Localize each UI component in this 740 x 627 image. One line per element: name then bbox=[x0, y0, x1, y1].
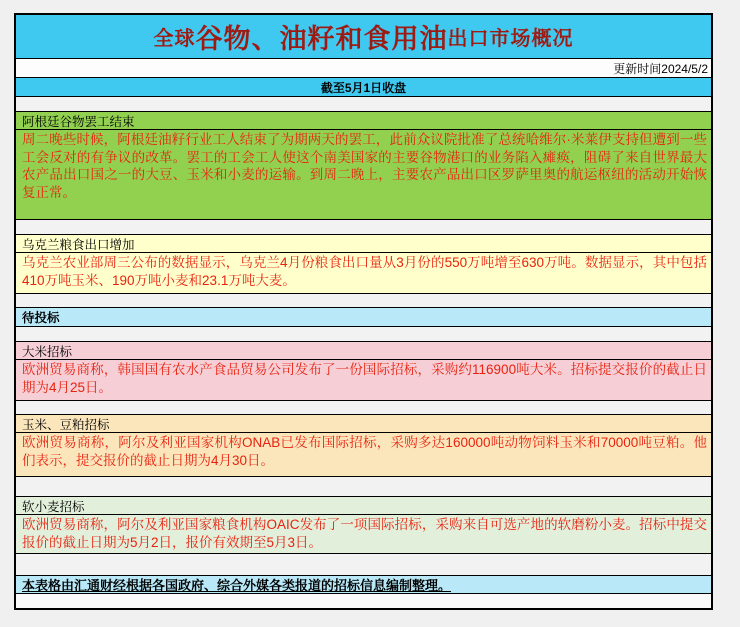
update-time-row bbox=[16, 59, 711, 78]
market-overview-table bbox=[14, 13, 713, 610]
spacer-row bbox=[16, 97, 711, 111]
spacer-row bbox=[16, 294, 711, 307]
section-header bbox=[16, 235, 711, 253]
section-header-label: 大米招标 bbox=[22, 344, 73, 359]
section-header-label: 软小麦招标 bbox=[22, 499, 85, 514]
section-header bbox=[16, 342, 711, 360]
update-time: 更新时间2024/5/2 bbox=[613, 61, 708, 76]
section-body-text: 欧洲贸易商称，阿尔及利亚国家粮食机构OAIC发布了一项国际招标，采购来自可选产地的软磨粉小麦。招标中提交报价的截止日期为5月2日，报价有效期至5月3日。 bbox=[22, 517, 707, 550]
spacer-row bbox=[16, 401, 711, 414]
empty-row bbox=[16, 594, 711, 608]
title-prefix: 全球 bbox=[153, 28, 196, 50]
section-soft-wheat-tender bbox=[16, 496, 711, 554]
section-header-label: 玉米、豆粕招标 bbox=[22, 417, 110, 432]
section-header bbox=[16, 497, 711, 515]
section-header-label: 阿根廷谷物罢工结束 bbox=[22, 114, 135, 129]
section-body-text: 欧洲贸易商称，阿尔及利亚国家机构ONAB已发布国际招标，采购多达160000吨动物饲料玉米和70000吨豆粕。他们表示，提交报价的截止日期为4月30日。 bbox=[22, 435, 707, 468]
section-body-text: 欧洲贸易商称，韩国国有农水产食品贸易公司发布了一份国际招标，采购约116900吨大米。招标提交报价的截止日期为4月25日。 bbox=[22, 362, 707, 395]
section-header bbox=[16, 112, 711, 130]
spacer-row bbox=[16, 477, 711, 496]
title-suffix: 出口市场概况 bbox=[447, 28, 574, 50]
section-ukraine-exports bbox=[16, 234, 711, 294]
section-header-label: 乌克兰粮食出口增加 bbox=[22, 237, 135, 252]
spacer-row bbox=[16, 220, 711, 234]
pending-tenders-label: 待投标 bbox=[22, 311, 60, 325]
section-corn-soymeal-tender bbox=[16, 414, 711, 477]
spacer-row bbox=[16, 554, 711, 575]
section-argentina-strike bbox=[16, 111, 711, 220]
page-title bbox=[16, 15, 711, 59]
section-header bbox=[16, 415, 711, 433]
section-body-text: 周二晚些时候，阿根廷油籽行业工人结束了为期两天的罢工，此前众议院批准了总统哈维尔·米莱伊支持但遭到一些工会反对的有争议的改革。罢工的工会工人使这个南美国家的主要谷物港口的业务陷入瘫痪，阻碍了来自世界最大农产品出口国之一的大豆、玉米和小麦的运输。到周二晚上，主要农产品出口区罗萨里奥的航运枢纽的活动开始恢复正常。 bbox=[22, 132, 707, 201]
spacer-row bbox=[16, 327, 711, 341]
as-of-label: 截至5月1日收盘 bbox=[320, 80, 407, 95]
source-note-row bbox=[16, 575, 711, 594]
section-rice-tender bbox=[16, 341, 711, 401]
pending-tenders-row bbox=[16, 307, 711, 327]
as-of-row bbox=[16, 78, 711, 97]
source-note: 本表格由汇通财经根据各国政府、综合外媒各类报道的招标信息编制整理。 bbox=[22, 578, 452, 593]
section-body-text: 乌克兰农业部周三公布的数据显示，乌克兰4月份粮食出口量从3月份的550万吨增至630万吨。数据显示，其中包括410万吨玉米、190万吨小麦和23.1万吨大麦。 bbox=[22, 255, 707, 288]
title-main: 谷物、油籽和食用油 bbox=[195, 24, 448, 54]
